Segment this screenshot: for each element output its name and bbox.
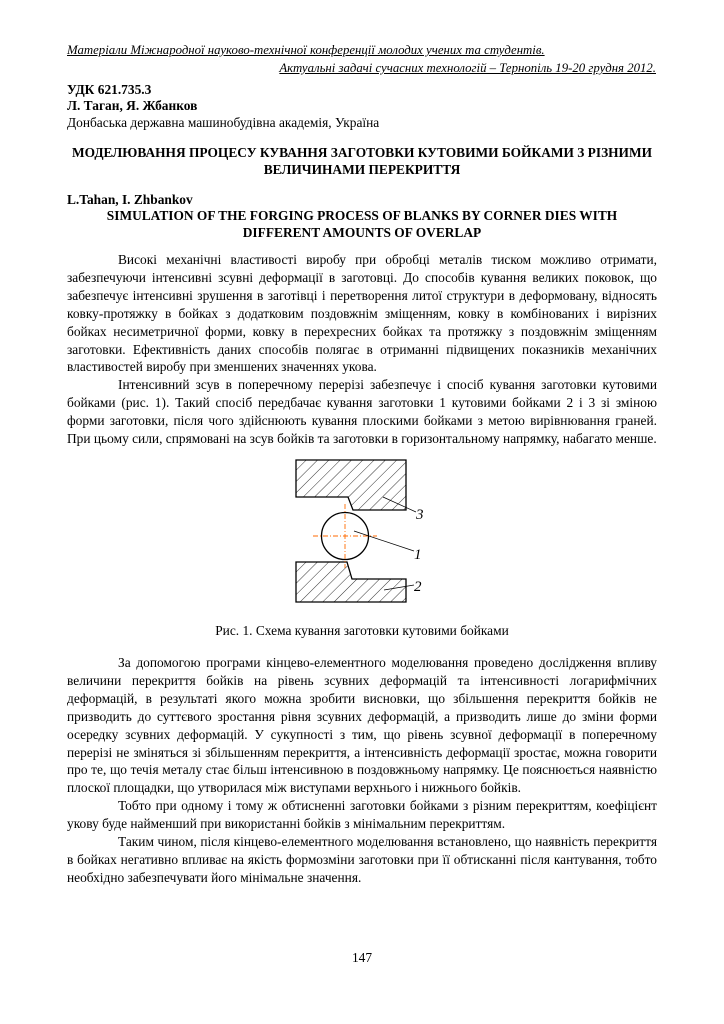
affiliation: Донбаська державна машинобудівна академія, Україна: [67, 115, 380, 130]
paragraph-1: Високі механічні властивості виробу при обробці металів тиском можливо отримати, забезпечуючи інтенсивні зсувні деформації в заготовці. До способів кування великих поковок, що забезпечує інтенсивні зрушення в заготівці і перетворення литої структури в деформовану, відносять ковку-протяжку в бойках з додатковим поздовжнім зміщенням, ковку в комбінованих і вирізних бойках несиметричної форми, ковку в перехресних бойках та протяжку з поздовжнім зміщенням заготовки. Ефективність даних способів полягає в отриманні підвищених показників механічних властивостей виробу при зменшених значеннях укова.: [67, 252, 657, 375]
udk-code: УДК 621.735.3: [67, 82, 152, 97]
upper-die: [296, 460, 406, 510]
lower-die: [296, 562, 406, 602]
forging-scheme-figure: [280, 452, 450, 612]
title-en: SIMULATION OF THE FORGING PROCESS OF BLANKS BY CORNER DIES WITH DIFFERENT AMOUNTS OF OVERLAP: [106, 208, 618, 240]
label-2: 2: [414, 579, 422, 595]
paragraph-3: За допомогою програми кінцево-елементного моделювання проведено дослідження впливу величини перекриття бойків на рівень зсувних деформацій та інтенсивності логарифмічних деформацій, в результаті якого можна зробити висновки, що збільшення перекриття бойків не призводить до суттєвого зростання рівня зсувних деформацій, а призводить лише до зміни форми осередку зсувних деформацій. У сукупності з тим, що рівень зсувної деформації в поперечному перерізі не зміняться зі збільшенням перекриття, а інтенсивність деформації зростає, можна говорити про те, що течія металу стає більш інтенсивною в поздовжньому напрямку. Це пояснюється наявністю плоскої площадки, що утворилася між виступами верхнього і нижнього бойків.: [67, 655, 657, 796]
authors-ua: Л. Таган, Я. Жбанков: [67, 98, 198, 113]
paragraph-2: Інтенсивний зсув в поперечному перерізі забезпечує і спосіб кування заготовки кутовими бойками (рис. 1). Такий спосіб передбачає кування заготовки 1 кутовими бойками 2 і 3 зі зміною форми заготовки, після чого здійснюють кування плоскими бойками з метою вирівнювання граней. При цьому сили, спрямовані на зсув бойків та заготовки в горизонтальному напрямку, набагато менше.: [67, 377, 657, 446]
figure-caption: Рис. 1. Схема кування заготовки кутовими бойками: [215, 623, 509, 638]
authors-en: L.Tahan, I. Zhbankov: [67, 192, 193, 207]
page-number: 147: [351, 950, 373, 965]
label-1: 1: [414, 547, 422, 563]
conference-header-line2: Актуальні задачі сучасних технологій – Тернопіль 19-20 грудня 2012.: [279, 61, 656, 75]
paragraph-5: Таким чином, після кінцево-елементного моделювання встановлено, що наявність перекриття в бойках негативно впливає на якість формозміни заготовки при її обтисканні після кантування, тобто необхідно забезпечувати його мінімальне значення.: [67, 834, 657, 885]
paragraph-4: Тобто при одному і тому ж обтисненні заготовки бойками з різним перекриттям, коефіцієнт укову буде найменший при використанні бойків з мінімальним перекриттям.: [67, 798, 657, 831]
label-3: 3: [416, 507, 424, 523]
conference-header-line1: Матеріали Міжнародної науково-технічної конференції молодих учених та студентів.: [67, 43, 545, 57]
title-ua: МОДЕЛЮВАННЯ ПРОЦЕСУ КУВАННЯ ЗАГОТОВКИ КУТОВИМИ БОЙКАМИ З РІЗНИМИ ВЕЛИЧИНАМИ ПЕРЕКРИТТЯ: [71, 145, 653, 177]
